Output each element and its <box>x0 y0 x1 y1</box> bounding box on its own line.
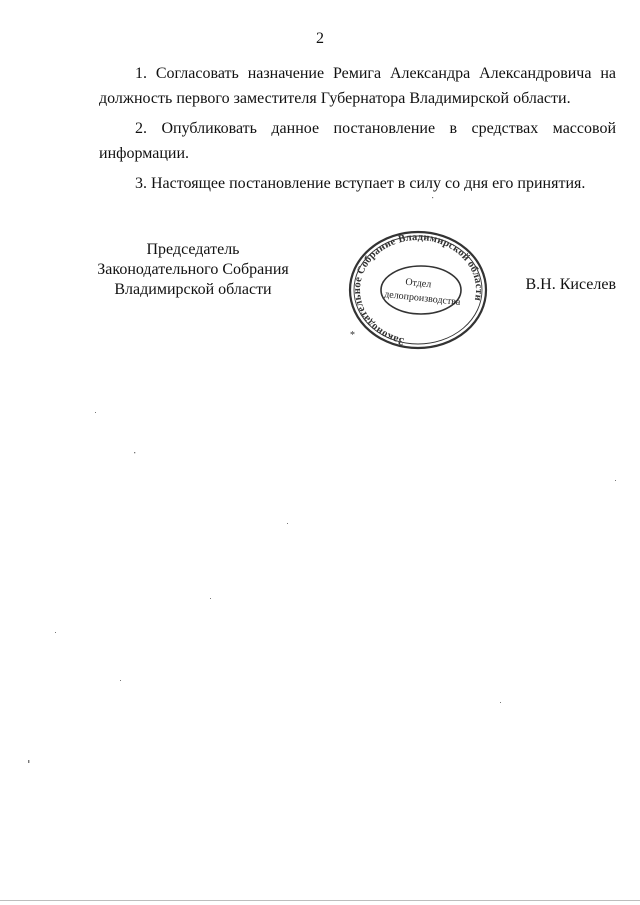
scan-bottom-edge <box>0 900 640 901</box>
page-number: 2 <box>316 30 324 47</box>
paragraph-1-first-line: 1. Согласовать назначение Ремига Александра Александровича на <box>135 65 616 82</box>
paragraph-2-continuation: информации. <box>99 145 190 162</box>
paragraph-2-first-line: 2. Опубликовать данное постановление в средствах массовой <box>135 120 616 137</box>
signatory-name: В.Н. Киселев <box>525 276 616 293</box>
signatory-title-line-3: Владимирской области <box>114 281 272 298</box>
stamp-inner-line-1: Отдел <box>404 276 432 291</box>
signatory-title-line-1: Председатель <box>146 241 240 258</box>
stamp-outer-text: Законодательное Собрание Владимирской области <box>351 231 485 347</box>
stamp-star-icon: * <box>350 330 355 341</box>
stamp-inner-line-2: делопроизводства <box>383 289 461 308</box>
paragraph-1-continuation: должность первого заместителя Губернатора Владимирской области. <box>99 90 571 107</box>
paragraph-3: 3. Настоящее постановление вступает в силу со дня его принятия. <box>135 175 586 192</box>
signatory-title-line-2: Законодательного Собрания <box>97 261 289 278</box>
